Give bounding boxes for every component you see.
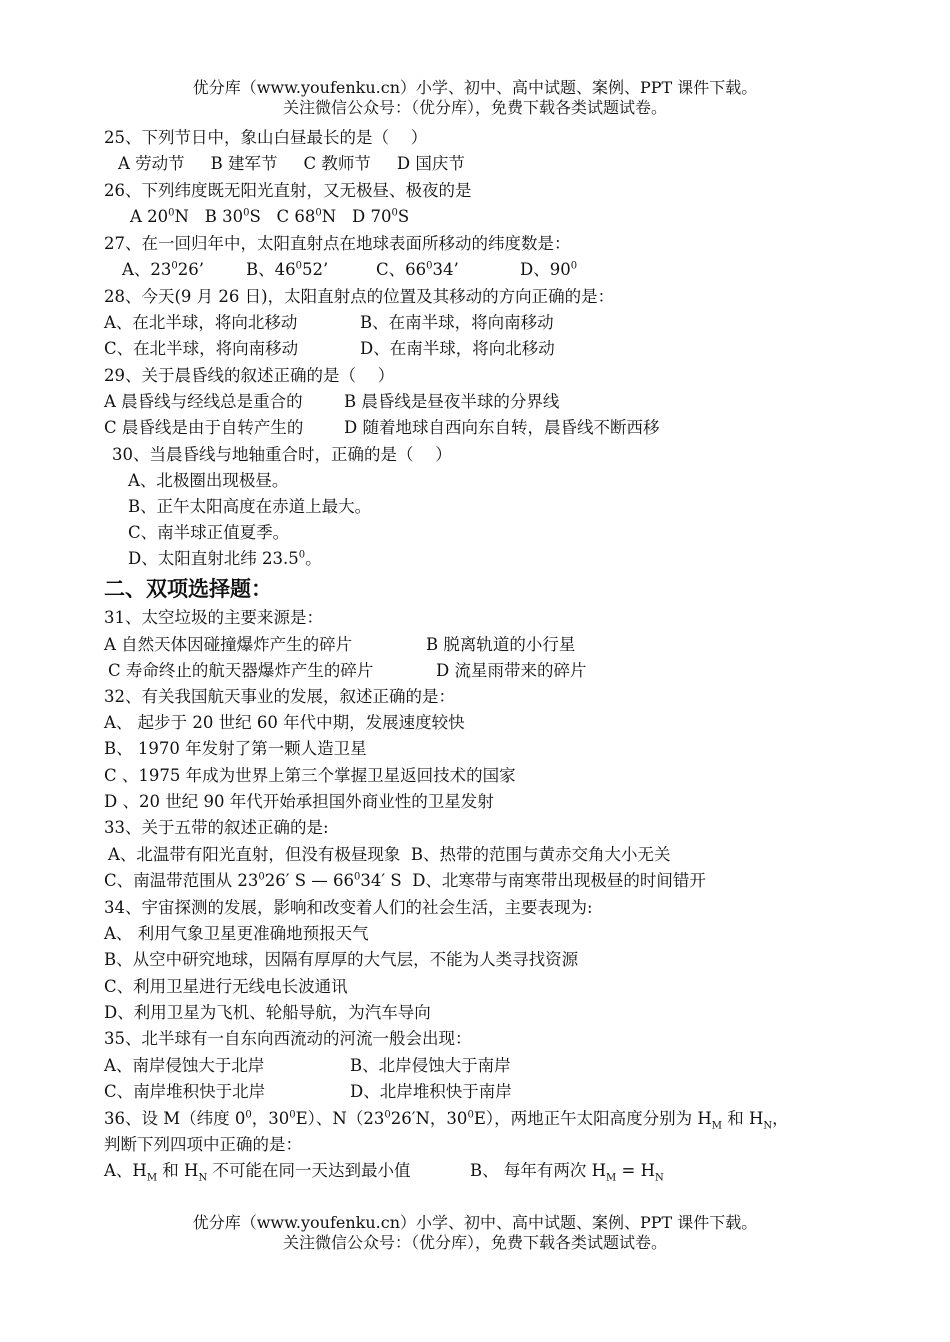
q34-option-b: B、从空中研究地球，因隔有厚厚的大气层，不能为人类寻找资源 (104, 950, 579, 969)
q27-option-b: B、$46^052$’ (246, 260, 329, 279)
q27-option-d: D、$90^0$ (520, 260, 578, 279)
q33-option-a: A、北温带有阳光直射，但没有极昼现象 (108, 845, 401, 864)
q25-options (118, 153, 465, 175)
q28-option-d: D、在南半球，将向北移动 (360, 339, 555, 358)
q25-option-b: B 建军节 (210, 154, 278, 173)
q33-option-b: B、热带的范围与黄赤交角大小无关 (410, 845, 671, 864)
q28-option-c: C、在北半球，将向南移动 (104, 339, 299, 358)
q27-option-a: A、$23^026$’ (122, 260, 205, 279)
q30-option-a: A、北极圈出现极昼。 (128, 471, 289, 490)
q32-option-d: D 、20 世纪 90 年代开始承担国外商业性的卫星发射 (104, 792, 494, 811)
q29-option-d: D 随着地球自西向东自转，晨昏线不断西移 (344, 418, 660, 437)
q27-stem: 27、在一回归年中，太阳直射点在地球表面所移动的纬度数是： (104, 234, 571, 253)
q27-options (122, 259, 577, 281)
q26-option-c: C $68^0N$ (276, 207, 337, 226)
header-line-1: 优分库（www.youfenku.cn）小学、初中、高中试题、案例、PPT 课件下载。 (192, 78, 758, 97)
q35-options-cd (104, 1081, 512, 1103)
q36-stem: 36、设 M（纬度 $0^0$，$30^0E$）、$N(23^026'N$，$30^0E$），两地正午太阳高度分别为 $H_M$ 和 $H_N$， (104, 1109, 789, 1132)
q31-option-d: D 流星雨带来的碎片 (436, 661, 587, 680)
header-line-2: 关注微信公众号：（优分库），免费下载各类试题试卷。 (282, 98, 667, 117)
q31-options-ab (104, 634, 575, 656)
q31-option-a: A 自然天体因碰撞爆炸产生的碎片 (104, 635, 353, 654)
q29-options-cd (104, 417, 659, 439)
q35-option-c: C、南岸堆积快于北岸 (104, 1082, 266, 1101)
q32-stem: 32、有关我国航天事业的发展，叙述正确的是： (104, 687, 455, 706)
q36-option-b: B、 每年有两次 $H_M = H_N$ (470, 1161, 664, 1184)
q31-option-b: B 脱离轨道的小行星 (426, 635, 576, 654)
q28-options-ab (104, 312, 554, 334)
q33-options-cd (104, 870, 706, 892)
q34-option-d: D、利用卫星为飞机、轮船导航，为汽车导向 (104, 1003, 431, 1022)
q36-option-a: A、$H_M$ 和 $H_N$ 不可能在同一天达到最小值 (104, 1161, 411, 1184)
section-2-title: 二、双项选择题： (104, 577, 272, 601)
q26-stem: 26、下列纬度既无阳光直射，又无极昼、极夜的是 (104, 181, 472, 200)
q33-option-d: D、北寒带与南寒带出现极昼的时间错开 (412, 871, 706, 890)
footer-line-2: 关注微信公众号：（优分库），免费下载各类试题试卷。 (282, 1233, 667, 1252)
q26-option-b: B $30^0S$ (204, 207, 261, 226)
q29-option-a: A 晨昏线与经线总是重合的 (104, 392, 303, 411)
q35-options-ab (104, 1055, 511, 1077)
q29-stem: 29、关于晨昏线的叙述正确的是（ ） (104, 366, 395, 385)
q26-option-d: D $70^0S$ (351, 207, 410, 226)
q26-option-a: A $20^0N$ (130, 207, 189, 226)
q33-option-c: C、南温带范围从 $23^026'$ S — $66^034'$ S (104, 871, 402, 890)
q29-options-ab (104, 391, 559, 413)
q35-option-b: B、北岸侵蚀大于南岸 (350, 1056, 511, 1075)
q32-option-a: A、 起步于 20 世纪 60 年代中期，发展速度较快 (104, 713, 465, 732)
q30-stem: 30、当晨昏线与地轴重合时，正确的是（ ） (112, 445, 452, 464)
q25-option-a: A 劳动节 (118, 154, 185, 173)
q28-options-cd (104, 338, 555, 360)
q34-stem: 34、宇宙探测的发展，影响和改变着人们的社会生活，主要表现为: (104, 898, 593, 917)
q25-option-c: C 教师节 (303, 154, 371, 173)
footer-line-1: 优分库（www.youfenku.cn）小学、初中、高中试题、案例、PPT 课件下载。 (192, 1213, 758, 1232)
q30-option-b: B、正午太阳高度在赤道上最大。 (128, 497, 372, 516)
q28-option-b: B、在南半球，将向南移动 (360, 313, 554, 332)
q35-option-a: A、南岸侵蚀大于北岸 (104, 1056, 265, 1075)
q36-options-ab (104, 1160, 664, 1182)
q30-option-c: C、南半球正值夏季。 (128, 523, 290, 542)
q25-stem: 25、下列节日中，象山白昼最长的是（ ） (104, 128, 428, 147)
q26-options (130, 206, 409, 228)
q33-stem: 33、关于五带的叙述正确的是: (104, 818, 329, 837)
q25-option-d: D 国庆节 (396, 154, 465, 173)
q29-option-c: C 晨昏线是由于自转产生的 (104, 418, 304, 437)
q28-option-a: A、在北半球，将向北移动 (104, 313, 298, 332)
q34-option-a: A、 利用气象卫星更准确地预报天气 (104, 924, 369, 943)
q32-option-c: C 、1975 年成为世界上第三个掌握卫星返回技术的国家 (104, 766, 516, 785)
q32-option-b: B、 1970 年发射了第一颗人造卫星 (104, 739, 367, 758)
q33-options-ab (108, 844, 671, 866)
q35-option-d: D、北岸堆积快于南岸 (350, 1082, 512, 1101)
q31-options-cd (108, 660, 586, 682)
q35-stem: 35、北半球有一自东向西流动的河流一般会出现： (104, 1029, 472, 1048)
q36-stem-line-2: 判断下列四项中正确的是： (104, 1135, 302, 1154)
q28-stem: 28、今天(9 月 26 日)，太阳直射点的位置及其移动的方向正确的是： (104, 287, 615, 306)
q31-stem: 31、太空垃圾的主要来源是： (104, 608, 323, 627)
q31-option-c: C 寿命终止的航天器爆炸产生的碎片 (108, 661, 374, 680)
q34-option-c: C、利用卫星进行无线电长波通讯 (104, 977, 348, 996)
q30-option-d: D、太阳直射北纬 23.5$^0$。 (128, 549, 322, 568)
q27-option-c: C、$66^034$’ (376, 260, 459, 279)
q29-option-b: B 晨昏线是昼夜半球的分界线 (344, 392, 560, 411)
